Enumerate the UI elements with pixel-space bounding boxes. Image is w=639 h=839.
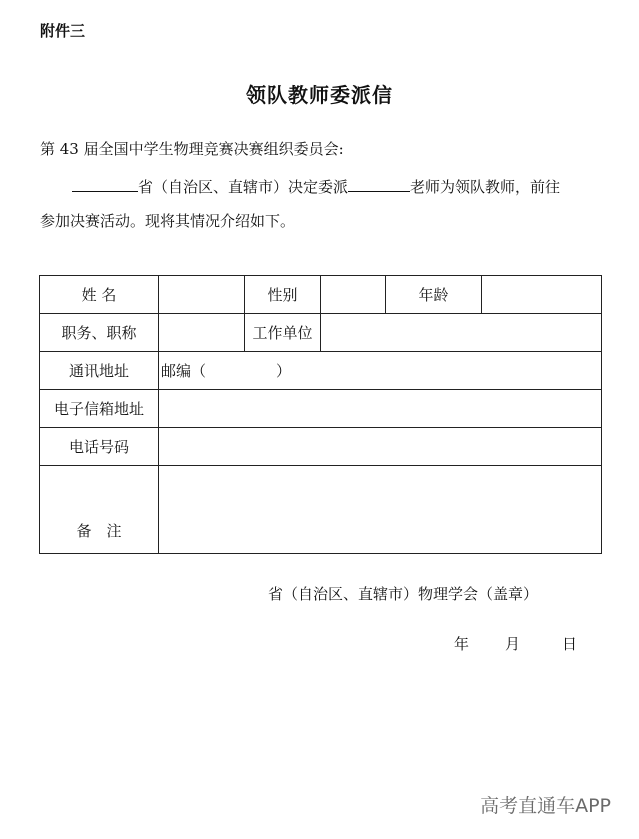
table-row xyxy=(40,428,602,466)
date-year: 年 xyxy=(454,635,470,653)
body-segment-province: 省（自治区、直辖市）决定委派 xyxy=(138,178,349,196)
table-row xyxy=(40,466,602,554)
gender-cell[interactable] xyxy=(321,276,386,314)
watermark: 高考直通车APP xyxy=(480,795,611,817)
info-table xyxy=(39,275,602,554)
age-cell[interactable] xyxy=(482,276,602,314)
org-seal-line: 省（自治区、直辖市）物理学会（盖章） xyxy=(268,585,539,603)
gender-label: 性别 xyxy=(245,276,321,314)
table-row xyxy=(40,276,602,314)
position-cell[interactable] xyxy=(159,314,245,352)
workplace-cell[interactable] xyxy=(321,314,602,352)
province-blank[interactable] xyxy=(72,176,138,192)
email-label: 电子信箱地址 xyxy=(40,390,159,428)
date-day: 日 xyxy=(562,635,578,653)
addressee: 第 43 届全国中学生物理竞赛决赛组织委员会: xyxy=(40,140,344,158)
body-line-2: 参加决赛活动。现将其情况介绍如下。 xyxy=(40,212,296,230)
body-segment-teacher: 老师为领队教师，前往 xyxy=(410,178,561,196)
notes-cell[interactable] xyxy=(159,466,602,554)
workplace-label: 工作单位 xyxy=(245,314,321,352)
position-label: 职务、职称 xyxy=(40,314,159,352)
postcode-close: ） xyxy=(276,362,292,380)
attachment-label: 附件三 xyxy=(40,22,86,40)
table-row xyxy=(40,314,602,352)
email-cell[interactable] xyxy=(159,390,602,428)
name-label: 姓 名 xyxy=(40,276,159,314)
page-title: 领队教师委派信 xyxy=(246,83,393,107)
teacher-name-blank[interactable] xyxy=(348,176,410,192)
table-row xyxy=(40,352,602,390)
age-label: 年龄 xyxy=(386,276,482,314)
phone-cell[interactable] xyxy=(159,428,602,466)
phone-label: 电话号码 xyxy=(40,428,159,466)
name-cell[interactable] xyxy=(159,276,245,314)
postcode-label: 邮编（ xyxy=(161,362,207,380)
body-line-1 xyxy=(40,176,605,197)
address-cell[interactable] xyxy=(159,352,602,390)
table-row xyxy=(40,390,602,428)
address-label: 通讯地址 xyxy=(40,352,159,390)
notes-label: 备 注 xyxy=(40,466,159,554)
date-month: 月 xyxy=(505,635,521,653)
